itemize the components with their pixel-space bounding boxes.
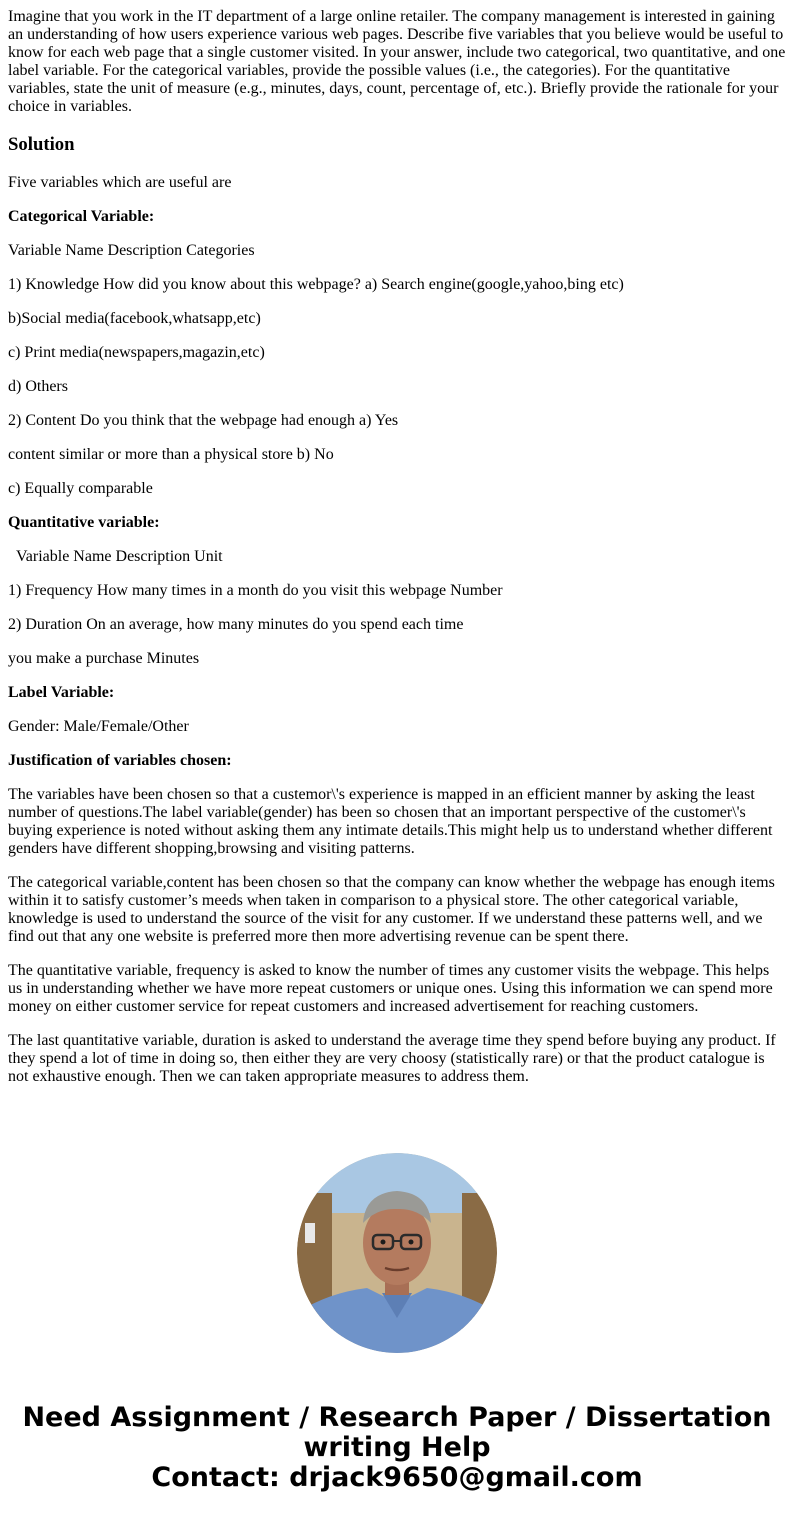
- solution-heading: Solution: [8, 134, 75, 155]
- question-text: Imagine that you work in the IT department of a large online retailer. The company management is interested in gaining an understanding of how users experience various web pages. Describe five variables that you believe would be useful to know for each web page that a single customer visited. In your answer, include two categorical, two quantitative, and one label variable. For the categorical variables, provide the possible values (i.e., the categories). For the quantitative variables, state the unit of measure (e.g., minutes, days, count, percentage of, etc.). Briefly provide the rationale for your choice in variables.: [8, 8, 786, 115]
- justification-heading: Justification of variables chosen:: [8, 752, 232, 769]
- quantitative-header-row: Variable Name Description Unit: [16, 548, 223, 565]
- categorical-line: c) Print media(newspapers,magazin,etc): [8, 344, 265, 361]
- quantitative-line: 1) Frequency How many times in a month do you visit this webpage Number: [8, 582, 503, 599]
- label-heading: Label Variable:: [8, 684, 115, 701]
- categorical-line: 1) Knowledge How did you know about this webpage? a) Search engine(google,yahoo,bing etc): [8, 276, 624, 293]
- document-body: [8, 8, 786, 1102]
- justification-paragraph: The quantitative variable, frequency is asked to know the number of times any customer visits the webpage. This helps us in understanding whether we have more repeat customers or unique ones. Using this information we can spend more money on either customer service for repeat customers and increased advertisement for reaching customers.: [8, 962, 773, 1015]
- label-line: Gender: Male/Female/Other: [8, 718, 189, 735]
- author-avatar: [297, 1153, 497, 1353]
- categorical-line: content similar or more than a physical store b) No: [8, 446, 334, 463]
- justification-paragraph: The last quantitative variable, duration is asked to understand the average time they spend before buying any product. If they spend a lot of time in doing so, then either they are very choosy (statistically rare) or that the product catalogue is not exhaustive enough. Then we can taken appropriate measures to address them.: [8, 1032, 776, 1085]
- footer-line: writing Help: [303, 1432, 491, 1463]
- categorical-header-row: Variable Name Description Categories: [8, 242, 255, 259]
- categorical-line: 2) Content Do you think that the webpage had enough a) Yes: [8, 412, 399, 429]
- quantitative-heading: Quantitative variable:: [8, 514, 160, 531]
- categorical-line: d) Others: [8, 378, 68, 395]
- footer-banner: [0, 1403, 794, 1493]
- author-photo-icon: [297, 1153, 497, 1353]
- intro-text: Five variables which are useful are: [8, 174, 232, 191]
- footer-contact: Contact: drjack9650@gmail.com: [151, 1462, 643, 1493]
- justification-paragraph: The categorical variable,content has been chosen so that the company can know whether the webpage has enough items within it to satisfy customer’s meeds when taken in comparison to a physical store. The other categorical variable, knowledge is used to understand the source of the visit for any customer. If we understand these patterns well, and we find out that any one website is preferred more then more advertising revenue can be spent there.: [8, 874, 775, 945]
- categorical-heading: Categorical Variable:: [8, 208, 155, 225]
- footer-line: Need Assignment / Research Paper / Dissertation: [22, 1402, 772, 1433]
- quantitative-line: 2) Duration On an average, how many minutes do you spend each time: [8, 616, 464, 633]
- categorical-line: c) Equally comparable: [8, 480, 153, 497]
- justification-paragraph: The variables have been chosen so that a custemor\'s experience is mapped in an efficient manner by asking the least number of questions.The label variable(gender) has been so chosen that an important perspective of the customer\'s buying experience is noted without asking them any intimate details.This might help us to understand whether different genders have different shopping,browsing and visiting patterns.: [8, 786, 773, 857]
- categorical-line: b)Social media(facebook,whatsapp,etc): [8, 310, 261, 327]
- quantitative-line: you make a purchase Minutes: [8, 650, 200, 667]
